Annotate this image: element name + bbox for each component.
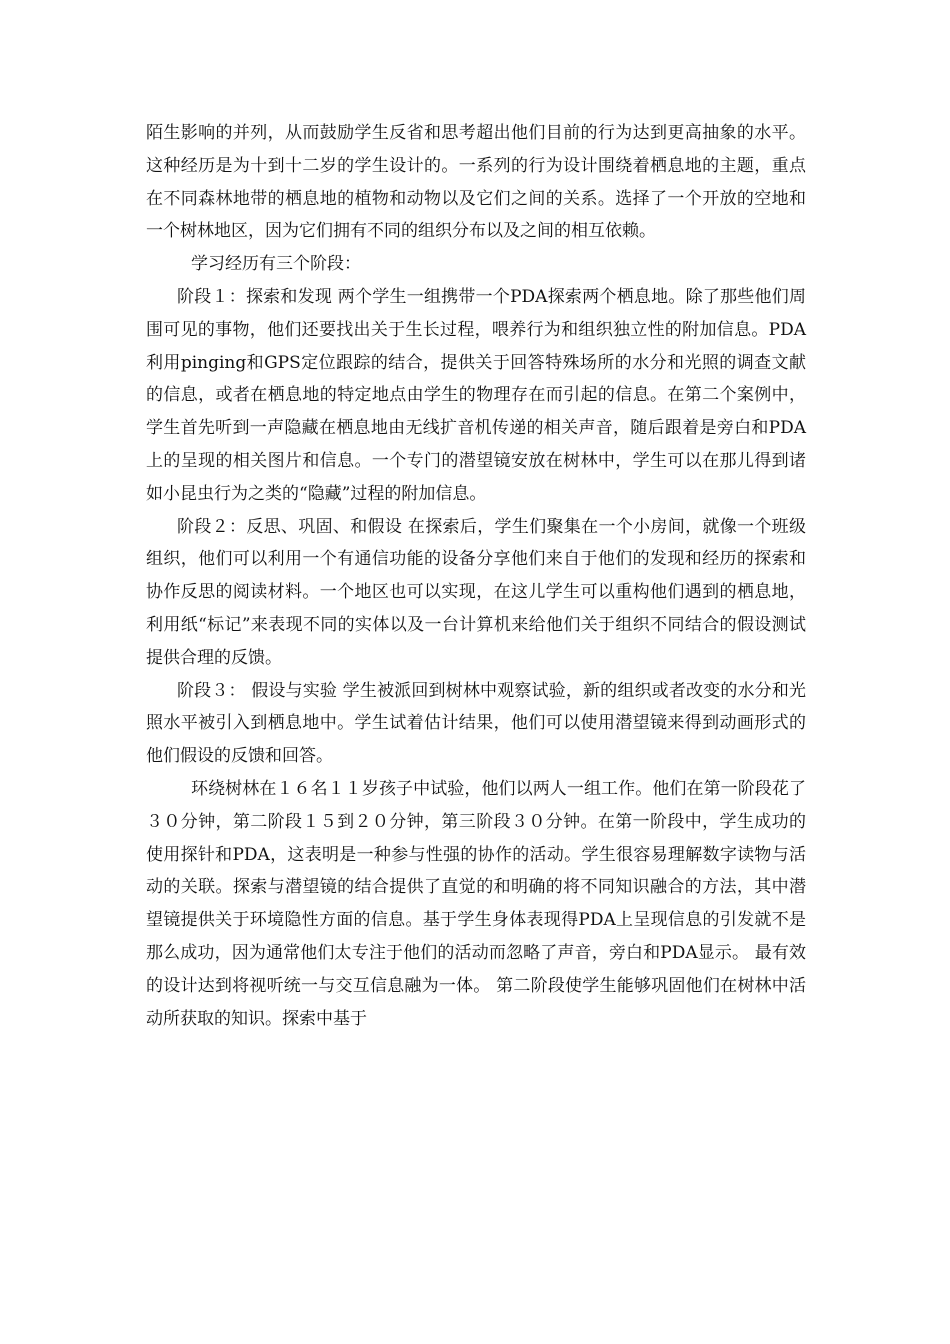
paragraph-stages-intro: 学习经历有三个阶段： — [191, 254, 361, 275]
paragraph-stage-3: 阶段３： 假设与实验 学生被派回到树林中观察试验，新的组织或者改变的水分和光照水平被引入到栖息地中。学生试着估计结果，他们可以使用潜望镜来得到动画形式的他们假设的反馈和回答。 — [146, 680, 806, 767]
paragraph-stage-2: 阶段２：反思、巩固、和假设 在探索后，学生们聚集在一个小房间，就像一个班级组织，他们可以利用一个有通信功能的设备分享他们来自于他们的发现和经历的探索和协作反思的阅读材料。一个地区也可以实现，在这儿学生可以重构他们遇到的栖息地，利用纸“标记”来表现不同的实体以及一台计算机来给他们关于组织不同结合的假设测试提供合理的反馈。 — [146, 516, 806, 668]
paragraph-intro-continuation: 陌生影响的并列，从而鼓励学生反省和思考超出他们目前的行为达到更高抽象的水平。 这种经历是为十到十二岁的学生设计的。一系列的行为设计围绕着栖息地的主题，重点在不同森林地带的栖息地的植物和动物以及它们之间的关系。选择了一个开放的空地和一个树林地区，因为它们拥有不同的组织分布以及之间的相互依赖。 — [146, 123, 806, 242]
paragraph-stage-1: 阶段１：探索和发现 两个学生一组携带一个PDA探索两个栖息地。除了那些他们周围可见的事物，他们还要找出关于生长过程，喂养行为和组织独立性的附加信息。PDA利用pinging和GPS定位跟踪的结合，提供关于回答特殊场所的水分和光照的调查文献的信息，或者在栖息地的特定地点由学生的物理存在而引起的信息。在第二个案例中，学生首先听到一声隐藏在栖息地由无线扩音机传递的相关声音，随后跟着是旁白和PDA上的呈现的相关图片和信息。一个专门的潜望镜安放在树林中，学生可以在那儿得到诸如小昆虫行为之类的“隐藏”过程的附加信息。 — [146, 286, 806, 504]
document-body — [146, 117, 806, 1035]
paragraph-results: 环绕树林在１６名１１岁孩子中试验，他们以两人一组工作。他们在第一阶段花了３０分钟，第二阶段１５到２０分钟，第三阶段３０分钟。在第一阶段中，学生成功的使用探针和PDA，这表明是一种参与性强的协作的活动。学生很容易理解数字读物与活动的关联。探索与潜望镜的结合提供了直觉的和明确的将不同知识融合的方法，其中潜望镜提供关于环境隐性方面的信息。基于学生身体表现得PDA上呈现信息的引发就不是那么成功，因为通常他们太专注于他们的活动而忽略了声音，旁白和PDA显示。 最有效的设计达到将视听统一与交互信息融为一体。 第二阶段使学生能够巩固他们在树林中活动所获取的知识。探索中基于 — [146, 778, 806, 1029]
